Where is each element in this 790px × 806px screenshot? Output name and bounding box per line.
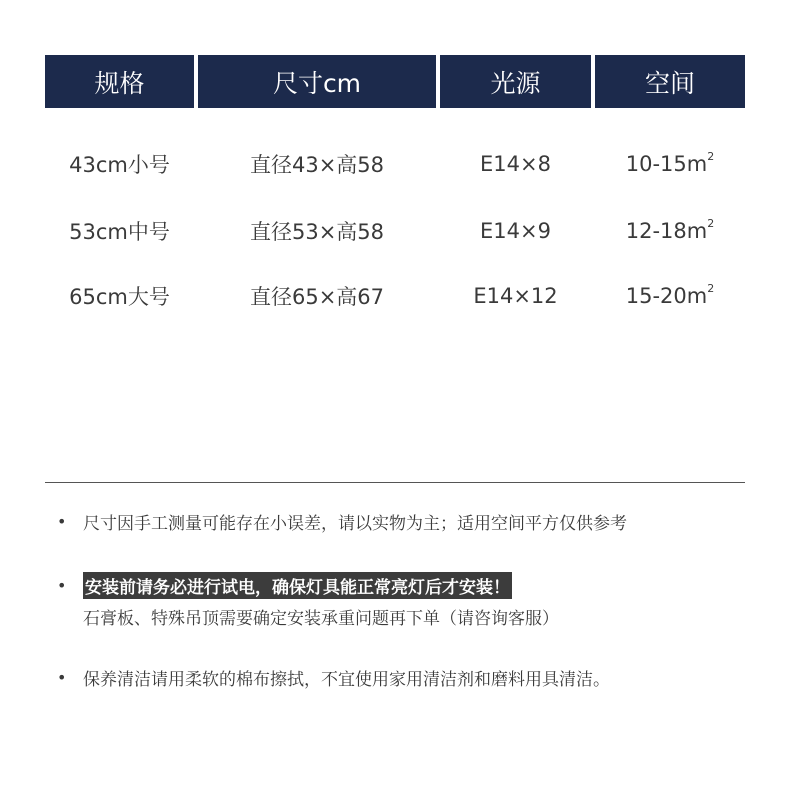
- cell-space: [595, 214, 745, 248]
- table-row: [45, 214, 745, 248]
- note-text: 保养清洁请用柔软的棉布擦拭，不宜使用家用清洁剂和磨料用具清洁。: [83, 670, 610, 690]
- cell-light-source: E14×8: [480, 152, 551, 176]
- header-size: 尺寸cm: [198, 55, 436, 108]
- bullet: •: [57, 576, 67, 595]
- space-value: 10-15m: [625, 152, 708, 176]
- cell-space: [595, 279, 745, 313]
- note-installation: [57, 572, 512, 599]
- header-light-source: 光源: [440, 55, 591, 108]
- divider: [45, 482, 745, 483]
- note-measurement: [57, 509, 627, 534]
- cell-spec: 65cm大号: [69, 285, 170, 309]
- bullet: •: [57, 668, 67, 687]
- cell-size: 直径65×高67: [249, 285, 385, 309]
- cell-light-source: E14×12: [473, 284, 558, 308]
- table-row: [45, 279, 745, 313]
- note-cleaning: [57, 665, 610, 690]
- cell-light-source: E14×9: [480, 219, 551, 243]
- bullet: •: [57, 512, 67, 531]
- table-header: [45, 55, 745, 108]
- cell-size: 直径53×高58: [249, 220, 385, 244]
- cell-size: 直径43×高58: [249, 153, 385, 177]
- space-superscript: 2: [707, 149, 715, 163]
- space-superscript: 2: [707, 216, 715, 230]
- header-spec: 规格: [45, 55, 194, 108]
- note-installation-sub: 石膏板、特殊吊顶需要确定安装承重问题再下单（请咨询客服）: [83, 609, 559, 629]
- space-value: 15-20m: [625, 284, 708, 308]
- warning-highlight: 安装前请务必进行试电，确保灯具能正常亮灯后才安装！: [83, 572, 512, 599]
- cell-space: [595, 147, 745, 181]
- space-value: 12-18m: [625, 219, 708, 243]
- header-space: 空间: [595, 55, 745, 108]
- cell-spec: 43cm小号: [69, 153, 170, 177]
- space-superscript: 2: [707, 281, 715, 295]
- table-row: [45, 147, 745, 181]
- cell-spec: 53cm中号: [69, 220, 170, 244]
- note-text: 尺寸因手工测量可能存在小误差，请以实物为主；适用空间平方仅供参考: [83, 514, 627, 534]
